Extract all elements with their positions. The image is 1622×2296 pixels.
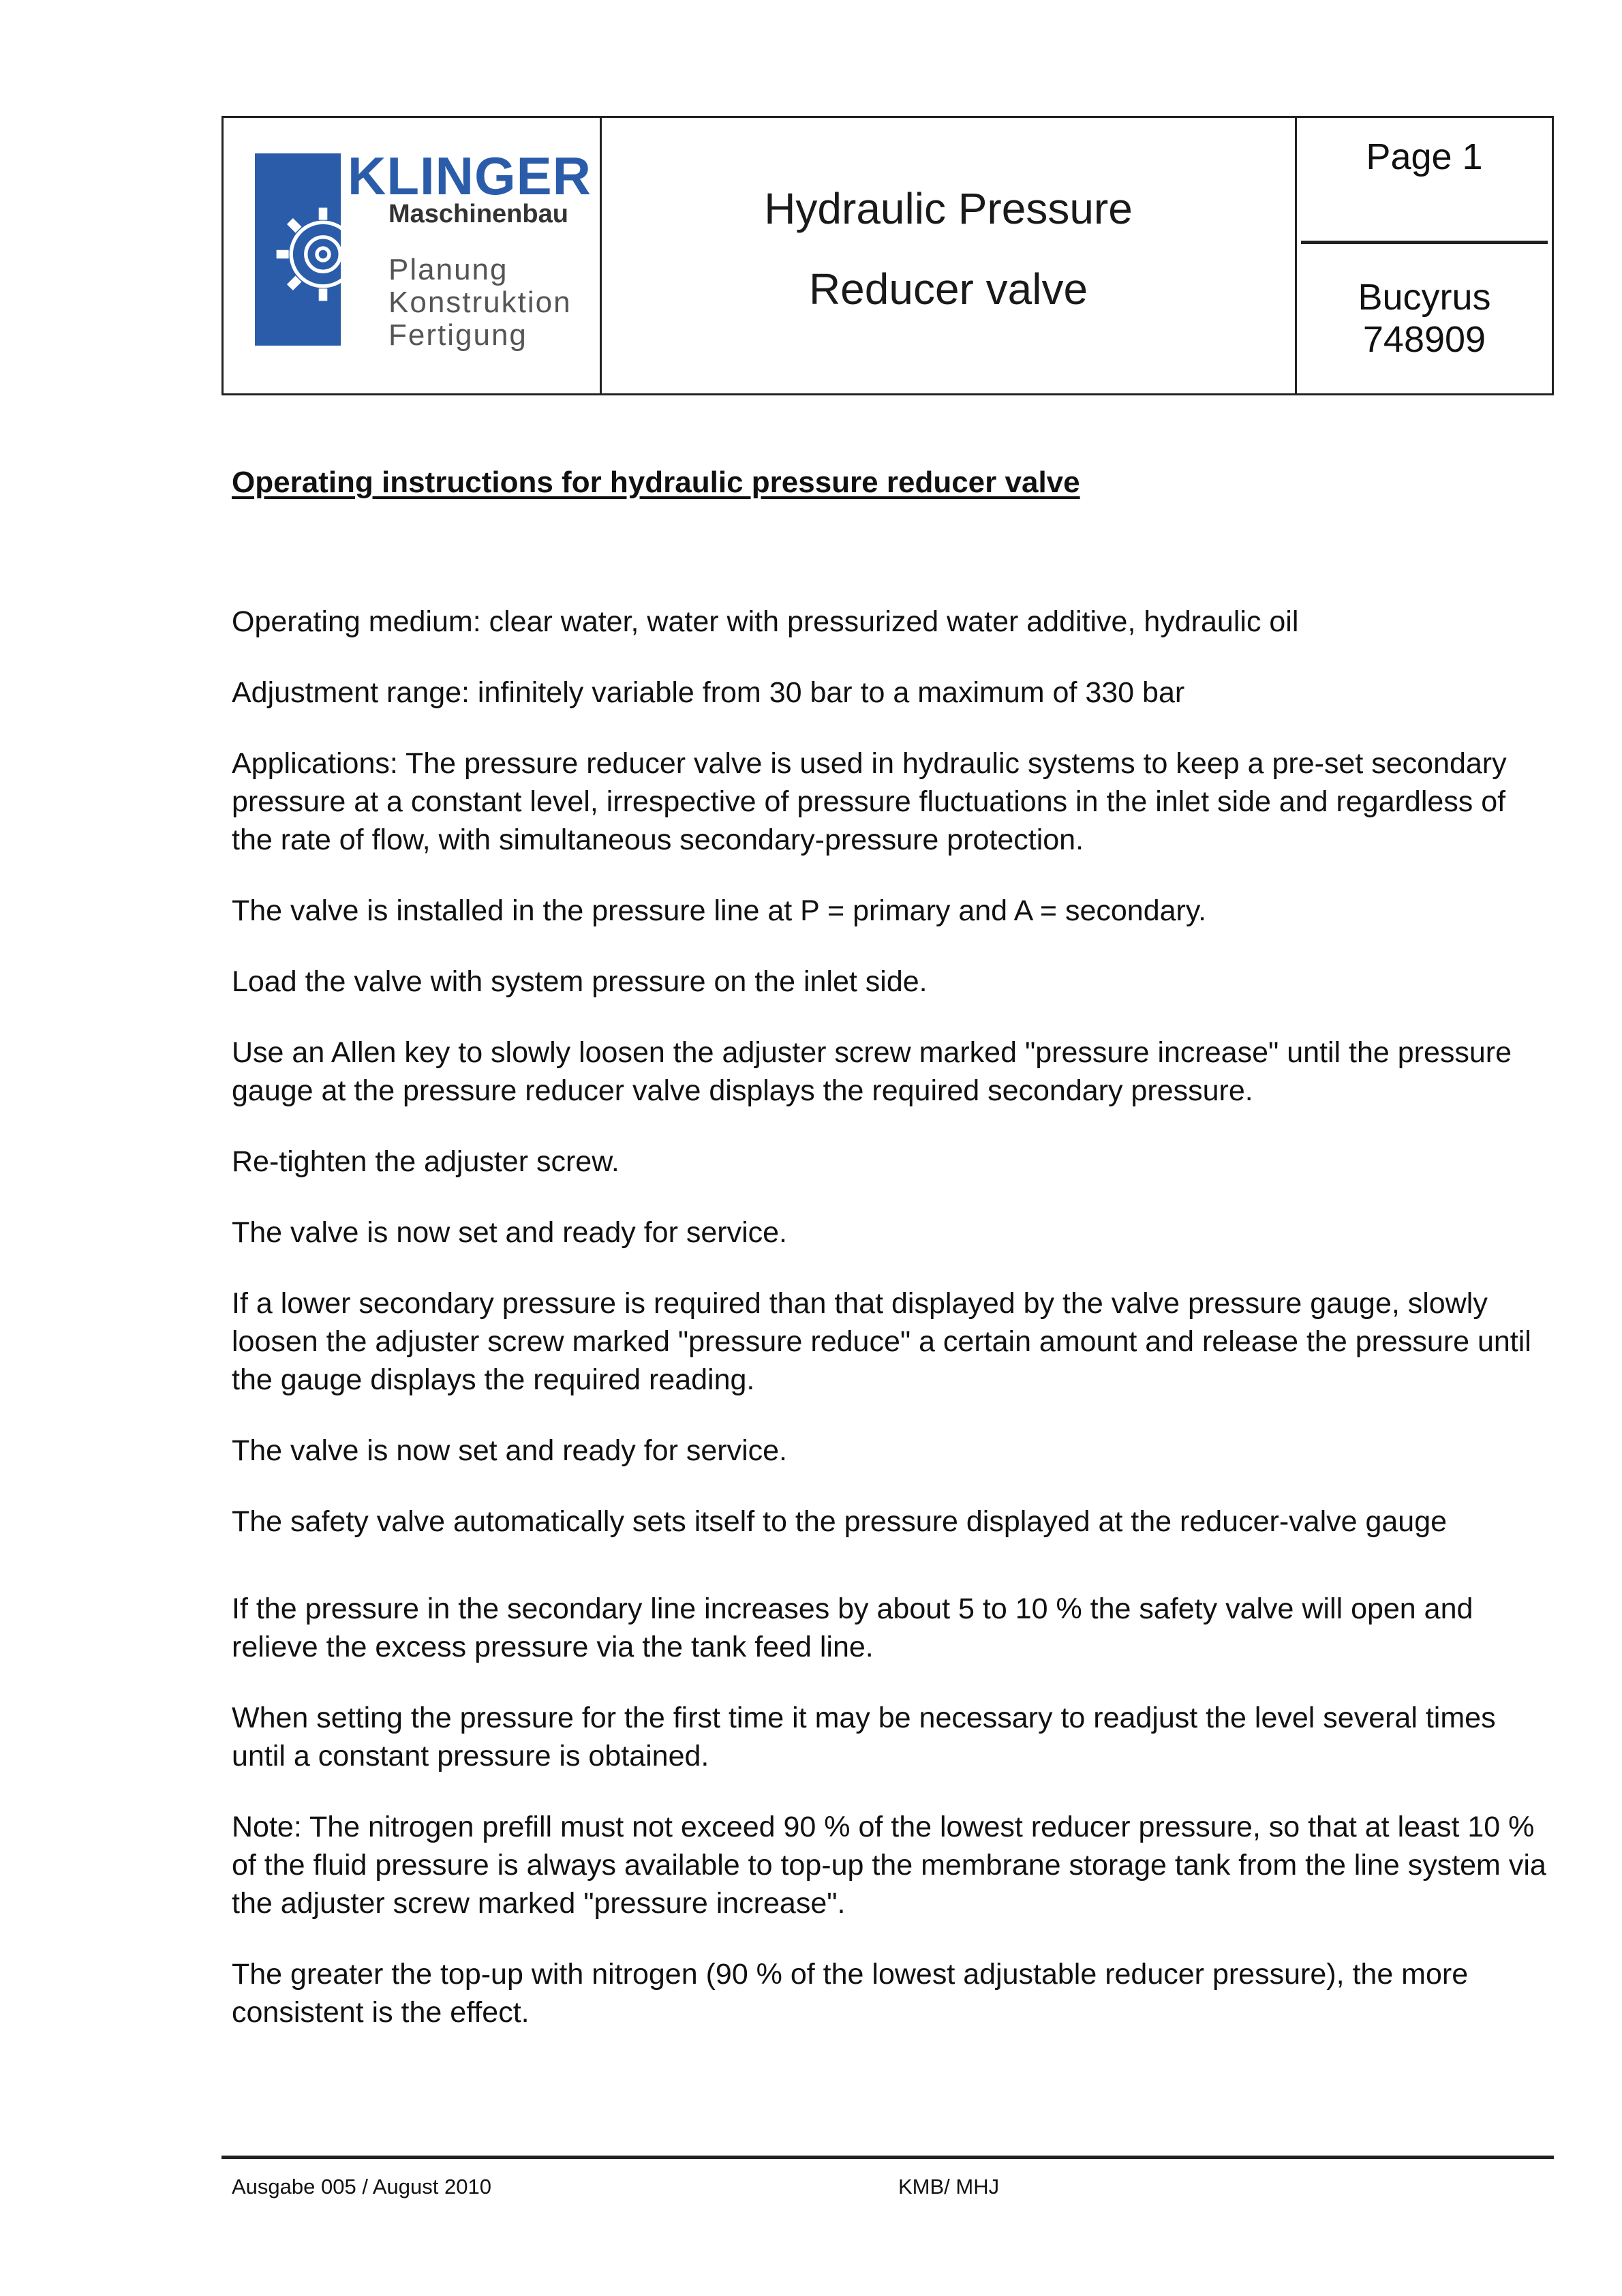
gear-icon [262,193,384,316]
logo-line-planung: Planung [388,253,508,286]
document-heading: Operating instructions for hydraulic pressure reducer valve [232,466,1080,499]
paragraph: Load the valve with system pressure on the inlet side. [232,965,928,998]
page-number: Page 1 [1366,136,1483,177]
info-divider [1301,241,1548,244]
paragraph: The valve is installed in the pressure line at P = primary and A = secondary. [232,894,1207,927]
paragraph: The greater the top-up with nitrogen (90 % of the lowest adjustable reducer pressure), the more consistent is the effect. [232,1958,1469,2029]
paragraph: The safety valve automatically sets itself to the pressure displayed at the reducer-valve gauge [232,1505,1448,1538]
footer-author: KMB/ MHJ [898,2175,1000,2199]
logo-brand: KLINGER [348,146,592,206]
client-block [1297,276,1552,361]
title-line-1: Hydraulic Pressure [764,184,1133,233]
paragraph: Note: The nitrogen prefill must not exceed 90 % of the lowest reducer pressure, so that at least 10 % of the fluid pressure is always available to top-up the membrane storage tank from the line system via the adjuster screw marked "pressure increase". [232,1811,1546,1920]
logo-line-fertigung: Fertigung [388,318,527,352]
paragraph: Use an Allen key to slowly loosen the adjuster screw marked "pressure increase" until the pressure gauge at the pressure reducer valve displays the required secondary pressure. [232,1036,1512,1107]
paragraph: The valve is now set and ready for service. [232,1216,787,1249]
footer-rule [221,2156,1554,2159]
title-line-2: Reducer valve [808,265,1088,314]
paragraph: The valve is now set and ready for service. [232,1434,787,1467]
paragraph: Re-tighten the adjuster screw. [232,1145,619,1178]
paragraph: Applications: The pressure reducer valve is used in hydraulic systems to keep a pre-set secondary pressure at a constant level, irrespective of pressure fluctuations in the inlet side and regardless of the rate of flow, with simultaneous secondary-pressure protection. [232,747,1507,856]
paragraph: When setting the pressure for the first time it may be necessary to readjust the level several times until a constant pressure is obtained. [232,1702,1496,1772]
logo-subtitle: Maschinenbau [388,200,568,228]
logo-line-konstruktion: Konstruktion [388,286,572,319]
client-number: 748909 [1362,319,1486,361]
title-block [602,118,1297,393]
info-block [1297,118,1552,393]
document-body [232,603,1547,2064]
logo-block [224,118,602,393]
paragraph: If the pressure in the secondary line increases by about 5 to 10 % the safety valve will open and relieve the excess pressure via the tank feed line. [232,1592,1473,1663]
client-name: Bucyrus [1358,277,1491,318]
document-header [221,116,1554,395]
paragraph: If a lower secondary pressure is required than that displayed by the valve pressure gauge, slowly loosen the adjuster screw marked "pressure reduce" a certain amount and release the pressure until the gauge displays the required reading. [232,1287,1531,1396]
paragraph: Operating medium: clear water, water with pressurized water additive, hydraulic oil [232,605,1299,638]
paragraph: Adjustment range: infinitely variable from 30 bar to a maximum of 330 bar [232,676,1185,709]
footer-edition: Ausgabe 005 / August 2010 [232,2175,491,2199]
